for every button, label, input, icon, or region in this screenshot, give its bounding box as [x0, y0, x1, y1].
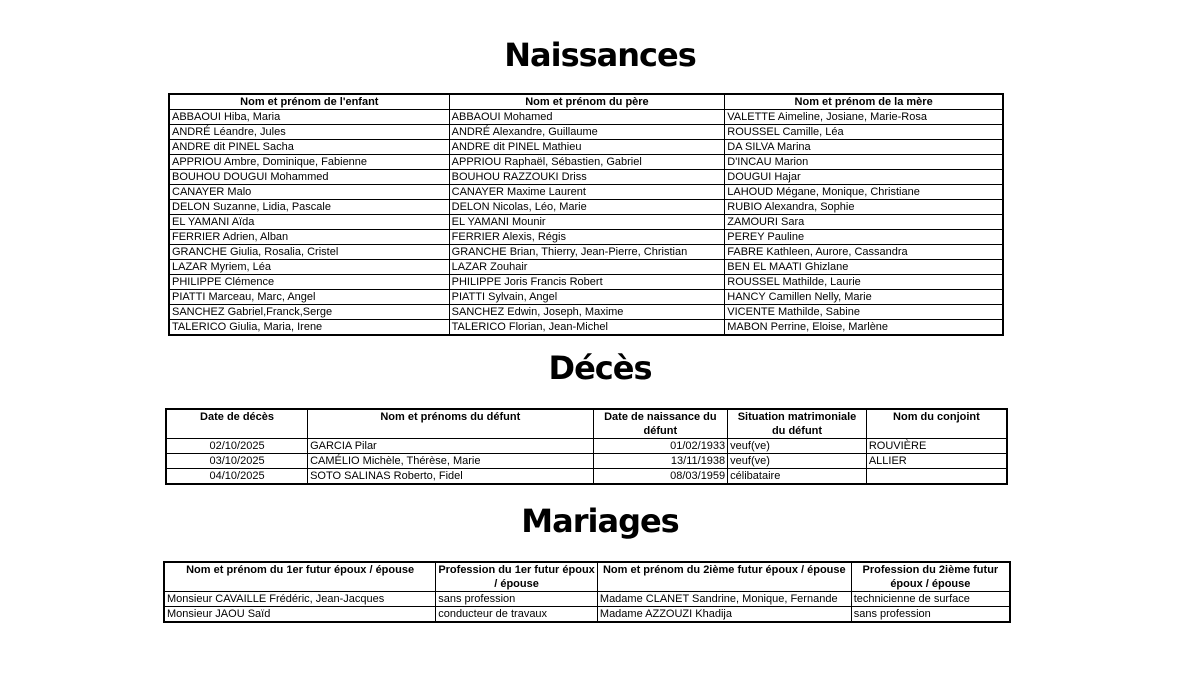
- deces-cell: 03/10/2025: [166, 454, 308, 469]
- mariages-column-header: Profession du 1er futur époux / épouse: [436, 562, 598, 592]
- naissances-cell: ZAMOURI Sara: [725, 215, 1003, 230]
- deces-cell: ALLIER: [866, 454, 1007, 469]
- naissances-cell: D'INCAU Marion: [725, 155, 1003, 170]
- deces-cell: GARCIA Pilar: [308, 439, 593, 454]
- naissances-column-header: Nom et prénom du père: [449, 94, 725, 110]
- naissances-row: [169, 290, 1003, 305]
- naissances-cell: GRANCHE Giulia, Rosalia, Cristel: [169, 245, 449, 260]
- deces-row: [166, 469, 1007, 485]
- naissances-cell: EL YAMANI Mounir: [449, 215, 725, 230]
- naissances-table: [168, 93, 1004, 336]
- naissances-cell: ANDRE dit PINEL Mathieu: [449, 140, 725, 155]
- mariages-table: [163, 561, 1011, 623]
- deces-row: [166, 454, 1007, 469]
- naissances-cell: ABBAOUI Hiba, Maria: [169, 110, 449, 125]
- naissances-cell: ANDRÉ Alexandre, Guillaume: [449, 125, 725, 140]
- deces-column-header: Nom du conjoint: [866, 409, 1007, 439]
- naissances-row: [169, 185, 1003, 200]
- naissances-row: [169, 320, 1003, 336]
- mariages-cell: Monsieur JAOU Saïd: [164, 607, 436, 623]
- deces-column-header: Nom et prénoms du défunt: [308, 409, 593, 439]
- naissances-cell: DELON Suzanne, Lidia, Pascale: [169, 200, 449, 215]
- naissances-cell: CANAYER Malo: [169, 185, 449, 200]
- mariages-cell: Madame CLANET Sandrine, Monique, Fernande: [597, 592, 851, 607]
- naissances-cell: ANDRE dit PINEL Sacha: [169, 140, 449, 155]
- mariages-cell: conducteur de travaux: [436, 607, 598, 623]
- naissances-cell: LAHOUD Mégane, Monique, Christiane: [725, 185, 1003, 200]
- deces-cell: veuf(ve): [728, 454, 867, 469]
- naissances-cell: LAZAR Zouhair: [449, 260, 725, 275]
- naissances-cell: PIATTI Sylvain, Angel: [449, 290, 725, 305]
- naissances-column-header: Nom et prénom de l'enfant: [169, 94, 449, 110]
- naissances-cell: ABBAOUI Mohamed: [449, 110, 725, 125]
- mariages-column-header: Profession du 2ième futur époux / épouse: [851, 562, 1010, 592]
- deces-title: Décès: [548, 349, 652, 387]
- mariages-row: [164, 592, 1010, 607]
- naissances-row: [169, 170, 1003, 185]
- naissances-title: Naissances: [504, 36, 696, 74]
- naissances-cell: SANCHEZ Edwin, Joseph, Maxime: [449, 305, 725, 320]
- naissances-cell: ROUSSEL Camille, Léa: [725, 125, 1003, 140]
- naissances-cell: DA SILVA Marina: [725, 140, 1003, 155]
- naissances-cell: BOUHOU RAZZOUKI Driss: [449, 170, 725, 185]
- naissances-cell: HANCY Camillen Nelly, Marie: [725, 290, 1003, 305]
- mariages-column-header: Nom et prénom du 2ième futur époux / épouse: [597, 562, 851, 592]
- deces-column-header: Date de naissance du défunt: [593, 409, 728, 439]
- deces-cell: ROUVIÈRE: [866, 439, 1007, 454]
- naissances-cell: PEREY Pauline: [725, 230, 1003, 245]
- naissances-cell: TALERICO Giulia, Maria, Irene: [169, 320, 449, 336]
- mariages-header-row: [164, 562, 1010, 592]
- deces-column-header: Date de décès: [166, 409, 308, 439]
- naissances-row: [169, 275, 1003, 290]
- mariages-row: [164, 607, 1010, 623]
- naissances-cell: SANCHEZ Gabriel,Franck,Serge: [169, 305, 449, 320]
- naissances-row: [169, 305, 1003, 320]
- naissances-row: [169, 230, 1003, 245]
- deces-cell: CAMÉLIO Michèle, Thérèse, Marie: [308, 454, 593, 469]
- naissances-cell: ANDRÉ Léandre, Jules: [169, 125, 449, 140]
- mariages-cell: sans profession: [436, 592, 598, 607]
- naissances-row: [169, 140, 1003, 155]
- naissances-cell: PHILIPPE Clémence: [169, 275, 449, 290]
- naissances-cell: BOUHOU DOUGUI Mohammed: [169, 170, 449, 185]
- deces-cell: SOTO SALINAS Roberto, Fidel: [308, 469, 593, 485]
- deces-header-row: [166, 409, 1007, 439]
- mariages-cell: Madame AZZOUZI Khadija: [597, 607, 851, 623]
- naissances-cell: FABRE Kathleen, Aurore, Cassandra: [725, 245, 1003, 260]
- naissances-cell: DELON Nicolas, Léo, Marie: [449, 200, 725, 215]
- naissances-cell: RUBIO Alexandra, Sophie: [725, 200, 1003, 215]
- mariages-cell: sans profession: [851, 607, 1010, 623]
- naissances-cell: MABON Perrine, Eloise, Marlène: [725, 320, 1003, 336]
- naissances-cell: VICENTE Mathilde, Sabine: [725, 305, 1003, 320]
- naissances-cell: DOUGUI Hajar: [725, 170, 1003, 185]
- mariages-cell: Monsieur CAVAILLE Frédéric, Jean-Jacques: [164, 592, 436, 607]
- deces-cell: [866, 469, 1007, 485]
- naissances-row: [169, 260, 1003, 275]
- naissances-cell: PHILIPPE Joris Francis Robert: [449, 275, 725, 290]
- deces-cell: veuf(ve): [728, 439, 867, 454]
- naissances-cell: VALETTE Aimeline, Josiane, Marie-Rosa: [725, 110, 1003, 125]
- mariages-cell: technicienne de surface: [851, 592, 1010, 607]
- naissances-row: [169, 200, 1003, 215]
- deces-cell: 01/02/1933: [593, 439, 728, 454]
- naissances-cell: PIATTI Marceau, Marc, Angel: [169, 290, 449, 305]
- naissances-column-header: Nom et prénom de la mère: [725, 94, 1003, 110]
- mariages-column-header: Nom et prénom du 1er futur époux / épouse: [164, 562, 436, 592]
- naissances-row: [169, 125, 1003, 140]
- naissances-cell: BEN EL MAATI Ghizlane: [725, 260, 1003, 275]
- naissances-cell: EL YAMANI Aïda: [169, 215, 449, 230]
- naissances-row: [169, 245, 1003, 260]
- deces-cell: 13/11/1938: [593, 454, 728, 469]
- naissances-cell: APPRIOU Ambre, Dominique, Fabienne: [169, 155, 449, 170]
- naissances-header-row: [169, 94, 1003, 110]
- naissances-row: [169, 110, 1003, 125]
- deces-cell: célibataire: [728, 469, 867, 485]
- deces-column-header: Situation matrimoniale du défunt: [728, 409, 867, 439]
- naissances-cell: GRANCHE Brian, Thierry, Jean-Pierre, Christian: [449, 245, 725, 260]
- naissances-cell: APPRIOU Raphaël, Sébastien, Gabriel: [449, 155, 725, 170]
- naissances-cell: CANAYER Maxime Laurent: [449, 185, 725, 200]
- deces-cell: 04/10/2025: [166, 469, 308, 485]
- deces-row: [166, 439, 1007, 454]
- naissances-cell: TALERICO Florian, Jean-Michel: [449, 320, 725, 336]
- deces-table: [165, 408, 1008, 485]
- naissances-row: [169, 155, 1003, 170]
- deces-cell: 02/10/2025: [166, 439, 308, 454]
- deces-cell: 08/03/1959: [593, 469, 728, 485]
- naissances-cell: FERRIER Adrien, Alban: [169, 230, 449, 245]
- naissances-cell: ROUSSEL Mathilde, Laurie: [725, 275, 1003, 290]
- mariages-title: Mariages: [521, 502, 679, 540]
- naissances-cell: FERRIER Alexis, Régis: [449, 230, 725, 245]
- naissances-row: [169, 215, 1003, 230]
- naissances-cell: LAZAR Myriem, Léa: [169, 260, 449, 275]
